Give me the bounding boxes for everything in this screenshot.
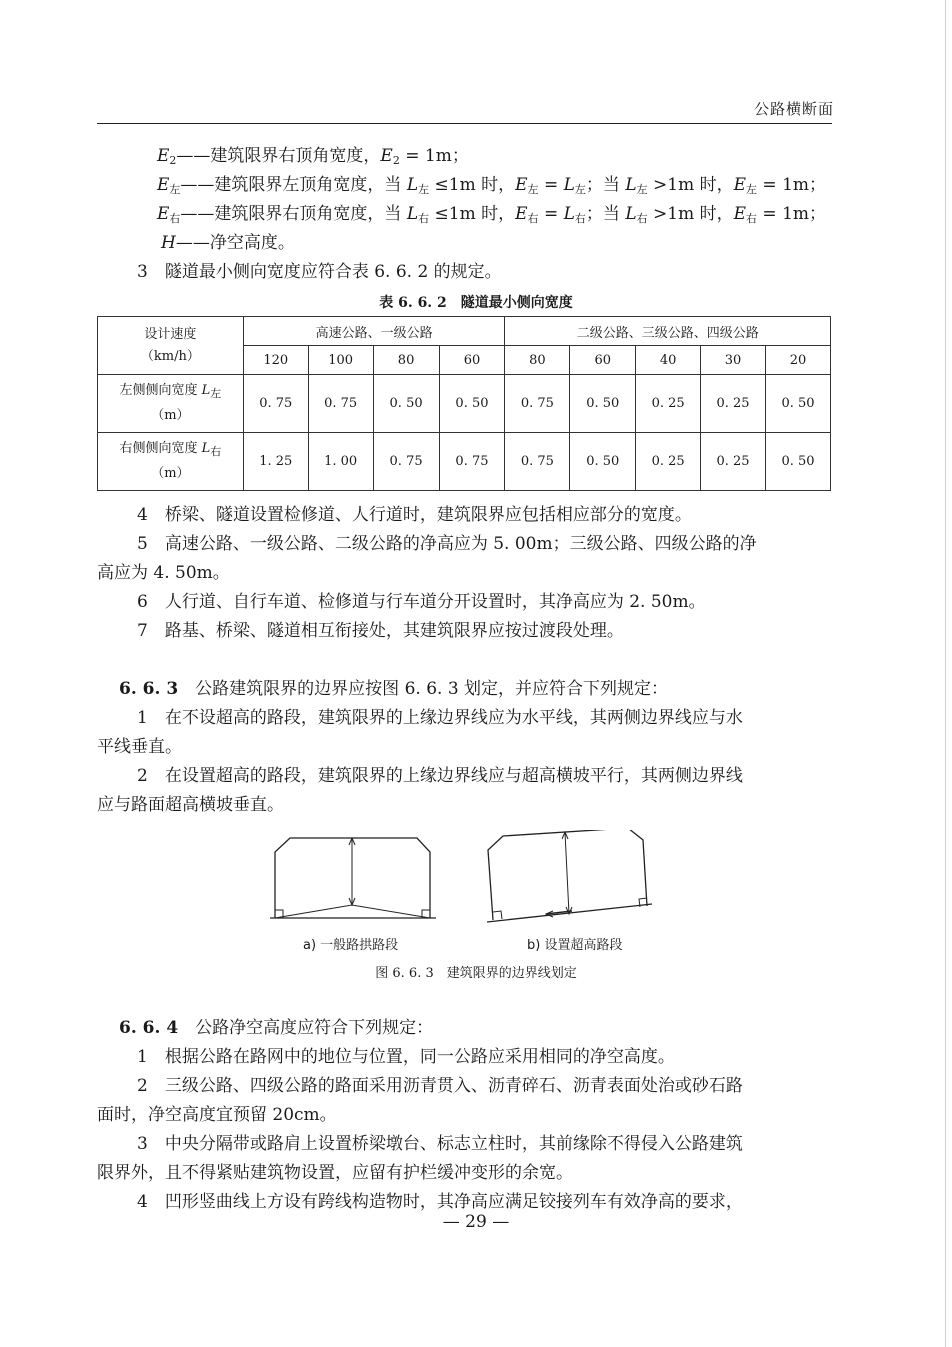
figure-a-label: a) 一般路拱路段 bbox=[303, 938, 399, 953]
section-6-6-3-line: 应与路面超高横坡垂直。 bbox=[97, 795, 284, 815]
table-cell: 0. 25 bbox=[701, 433, 766, 491]
item-7: 7 路基、桥梁、隧道相互衔接处，其建筑限界应按过渡段处理。 bbox=[137, 621, 624, 641]
item-5: 5 高速公路、一级公路、二级公路的净高应为 5. 00m；三级公路、四级公路的净 bbox=[137, 534, 757, 554]
table-cell: 0. 75 bbox=[243, 375, 308, 433]
table-row-left bbox=[98, 375, 831, 433]
group-header-highway: 高速公路、一级公路 bbox=[243, 317, 505, 346]
row-label-left: 左侧侧向宽度 $L_左$ （m） bbox=[98, 375, 244, 433]
table-cell: 1. 00 bbox=[308, 433, 373, 491]
figure-b-diagram bbox=[487, 830, 652, 922]
section-6-6-4-line: 1 根据公路在路网中的地位与位置，同一公路应采用相同的净空高度。 bbox=[137, 1047, 675, 1067]
section-6-6-4-line: 3 中央分隔带或路肩上设置桥梁墩台、标志立柱时，其前缘除不得侵入公路建筑 bbox=[137, 1134, 743, 1154]
definition-e-right: $E_右——$建筑限界右顶角宽度，当 $L_右 \le 1m$ 时，$E_右 = L_右$；当 $L_右 >1m$ 时，$E_右 = 1m$； bbox=[157, 204, 827, 225]
section-number: 6. 6. 3 bbox=[119, 679, 179, 699]
table-corner-cell: 设计速度 （km/h） bbox=[98, 317, 244, 375]
speed-cell: 30 bbox=[701, 346, 766, 375]
item-6: 6 人行道、自行车道、检修道与行车道分开设置时，其净高应为 2. 50m。 bbox=[137, 592, 706, 612]
table-cell: 0. 50 bbox=[765, 375, 830, 433]
item-3: 3 隧道最小侧向宽度应符合表 6. 6. 2 的规定。 bbox=[137, 262, 502, 282]
page-number: — 29 — bbox=[442, 1212, 510, 1232]
table-cell: 0. 25 bbox=[636, 375, 701, 433]
group-header-secondary: 二级公路、三级公路、四级公路 bbox=[505, 317, 831, 346]
table-cell: 0. 75 bbox=[439, 433, 505, 491]
section-6-6-4-line: 2 三级公路、四级公路的路面采用沥青贯入、沥青碎石、沥青表面处治或砂石路 bbox=[137, 1076, 743, 1096]
section-6-6-3-line: 2 在设置超高的路段，建筑限界的上缘边界线应与超高横坡平行，其两侧边界线 bbox=[137, 766, 743, 786]
figure-b-label: b) 设置超高路段 bbox=[527, 938, 623, 953]
item-5-cont: 高应为 4. 50m。 bbox=[97, 563, 230, 583]
figure-a-diagram bbox=[270, 838, 436, 918]
speed-cell: 60 bbox=[570, 346, 636, 375]
section-title: 公路净空高度应符合下列规定： bbox=[195, 1018, 434, 1038]
definition-e2: $E_2——$建筑限界右顶角宽度，$E_2 = 1m$； bbox=[157, 146, 469, 167]
header-rule bbox=[97, 123, 832, 124]
table-cell: 0. 25 bbox=[701, 375, 766, 433]
section-6-6-4-line: 面时，净空高度宜预留 20cm。 bbox=[97, 1105, 337, 1125]
running-header: 公路横断面 bbox=[753, 100, 834, 118]
table-cell: 0. 75 bbox=[505, 375, 570, 433]
table-cell: 0. 25 bbox=[636, 433, 701, 491]
row-label-right: 右侧侧向宽度 $L_右$ （m） bbox=[98, 433, 244, 491]
table-caption: 表 6. 6. 2 隧道最小侧向宽度 bbox=[379, 295, 573, 311]
table-cell: 0. 75 bbox=[308, 375, 373, 433]
definition-h: H——净空高度。 bbox=[161, 233, 295, 253]
lateral-width-table bbox=[97, 316, 831, 491]
table-cell: 0. 50 bbox=[570, 375, 636, 433]
section-6-6-3-line: 1 在不设超高的路段，建筑限界的上缘边界线应为水平线，其两侧边界线应与水 bbox=[137, 708, 743, 728]
table-cell: 0. 50 bbox=[439, 375, 505, 433]
table-cell: 0. 50 bbox=[373, 375, 439, 433]
section-6-6-4-line: 限界外，且不得紧贴建筑物设置，应留有护栏缓冲变形的余宽。 bbox=[97, 1163, 573, 1183]
speed-cell: 80 bbox=[373, 346, 439, 375]
section-6-6-4-heading bbox=[97, 1014, 832, 1042]
section-title: 公路建筑限界的边界应按图 6. 6. 3 划定，并应符合下列规定： bbox=[195, 679, 669, 699]
section-6-6-3-heading bbox=[97, 675, 832, 703]
figure-caption: 图 6. 6. 3 建筑限界的边界线划定 bbox=[375, 966, 577, 981]
table-cell: 0. 75 bbox=[505, 433, 570, 491]
table-cell: 0. 50 bbox=[765, 433, 830, 491]
speed-cell: 120 bbox=[243, 346, 308, 375]
speed-cell: 80 bbox=[505, 346, 570, 375]
table-cell: 1. 25 bbox=[243, 433, 308, 491]
speed-cell: 60 bbox=[439, 346, 505, 375]
table-cell: 0. 75 bbox=[373, 433, 439, 491]
table-row-right bbox=[98, 433, 831, 491]
speed-cell: 20 bbox=[765, 346, 830, 375]
definition-e-left: $E_左——$建筑限界左顶角宽度，当 $L_左 \le 1m$ 时，$E_左 = L_左$；当 $L_左 >1m$ 时，$E_左 = 1m$； bbox=[157, 175, 827, 196]
section-6-6-4-line: 4 凹形竖曲线上方设有跨线构造物时，其净高应满足铰接列车有效净高的要求， bbox=[137, 1192, 743, 1212]
page-edge-line bbox=[945, 0, 946, 1347]
item-4: 4 桥梁、隧道设置检修道、人行道时，建筑限界应包括相应部分的宽度。 bbox=[137, 505, 692, 525]
speed-cell: 100 bbox=[308, 346, 373, 375]
table-cell: 0. 50 bbox=[570, 433, 636, 491]
section-number: 6. 6. 4 bbox=[119, 1018, 179, 1038]
speed-cell: 40 bbox=[636, 346, 701, 375]
section-6-6-3-line: 平线垂直。 bbox=[97, 737, 182, 757]
